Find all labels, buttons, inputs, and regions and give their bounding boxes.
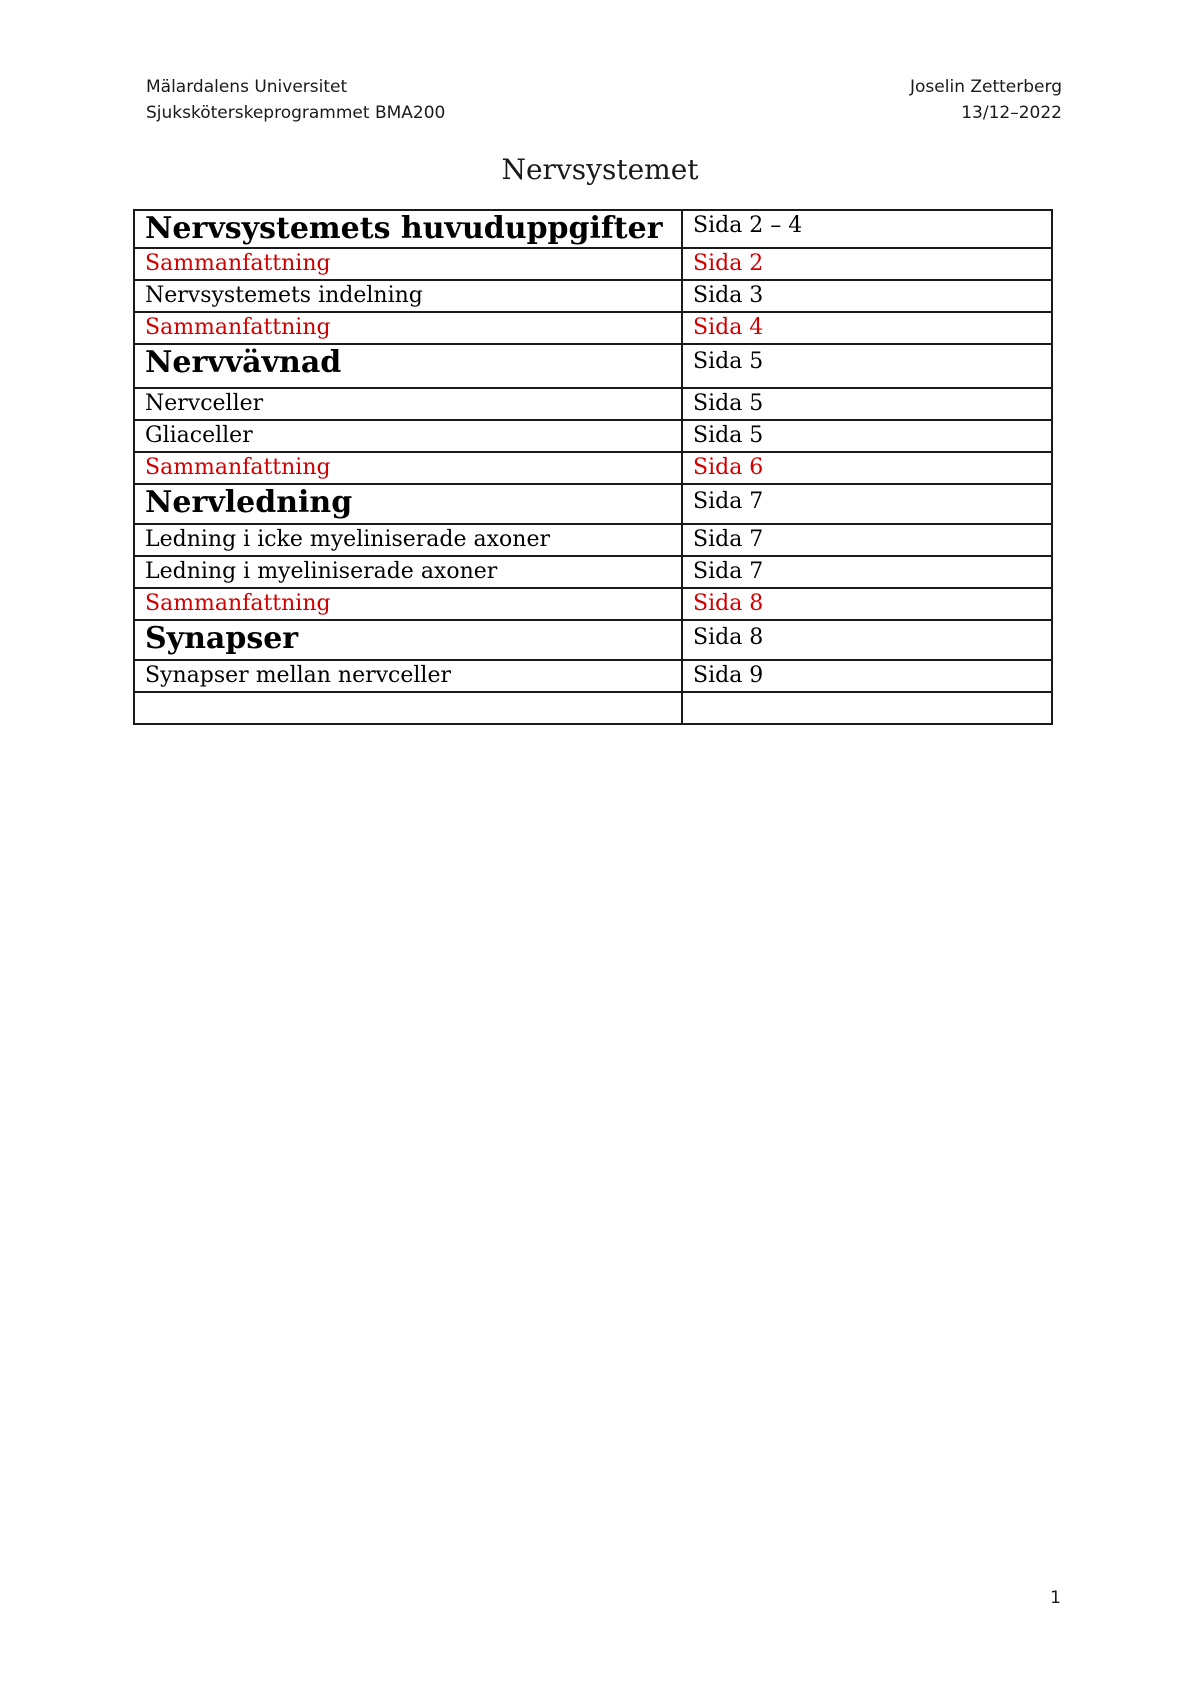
table-row [134, 620, 1052, 660]
table-row [134, 210, 1052, 248]
toc-page: Sida 9 [682, 660, 1052, 692]
toc-topic: Sammanfattning [134, 452, 682, 484]
toc-topic: Sammanfattning [134, 248, 682, 280]
header-left [146, 74, 445, 126]
toc-topic [134, 692, 682, 724]
toc-page: Sida 4 [682, 312, 1052, 344]
header-date: 13/12–2022 [961, 103, 1062, 123]
toc-page: Sida 2 – 4 [682, 210, 1052, 248]
header-university: Mälardalens Universitet [146, 77, 348, 97]
toc-topic: Synapser mellan nervceller [134, 660, 682, 692]
toc-page: Sida 6 [682, 452, 1052, 484]
table-of-contents [133, 209, 1053, 725]
toc-topic: Nervsystemets indelning [134, 280, 682, 312]
table-row [134, 660, 1052, 692]
toc-topic: Synapser [134, 620, 682, 660]
toc-topic: Gliaceller [134, 420, 682, 452]
page-title: Nervsystemet [501, 153, 699, 186]
page-number: 1 [1050, 1588, 1061, 1608]
table-row [134, 452, 1052, 484]
toc-topic: Ledning i icke myeliniserade axoner [134, 524, 682, 556]
table-row [134, 248, 1052, 280]
table-row [134, 420, 1052, 452]
toc-page: Sida 5 [682, 388, 1052, 420]
toc-page: Sida 7 [682, 556, 1052, 588]
table-row [134, 388, 1052, 420]
toc-topic: Sammanfattning [134, 588, 682, 620]
table-row [134, 280, 1052, 312]
toc-topic: Ledning i myeliniserade axoner [134, 556, 682, 588]
toc-page: Sida 8 [682, 588, 1052, 620]
toc-topic: Sammanfattning [134, 312, 682, 344]
toc-topic: Nervceller [134, 388, 682, 420]
toc-page: Sida 5 [682, 344, 1052, 388]
toc-page: Sida 3 [682, 280, 1052, 312]
table-row-empty [134, 692, 1052, 724]
table-row [134, 484, 1052, 524]
header-author: Joselin Zetterberg [910, 77, 1062, 97]
toc-page [682, 692, 1052, 724]
toc-topic: Nervsystemets huvuduppgifter [134, 210, 682, 248]
toc-page: Sida 5 [682, 420, 1052, 452]
table-row [134, 556, 1052, 588]
toc-page: Sida 7 [682, 524, 1052, 556]
table-row [134, 312, 1052, 344]
toc-topic: Nervledning [134, 484, 682, 524]
header-right [910, 74, 1062, 126]
toc-topic: Nervvävnad [134, 344, 682, 388]
table-row [134, 588, 1052, 620]
table-row [134, 524, 1052, 556]
table-row [134, 344, 1052, 388]
header-program: Sjuksköterskeprogrammet BMA200 [146, 103, 446, 123]
toc-page: Sida 2 [682, 248, 1052, 280]
toc-page: Sida 8 [682, 620, 1052, 660]
toc-page: Sida 7 [682, 484, 1052, 524]
